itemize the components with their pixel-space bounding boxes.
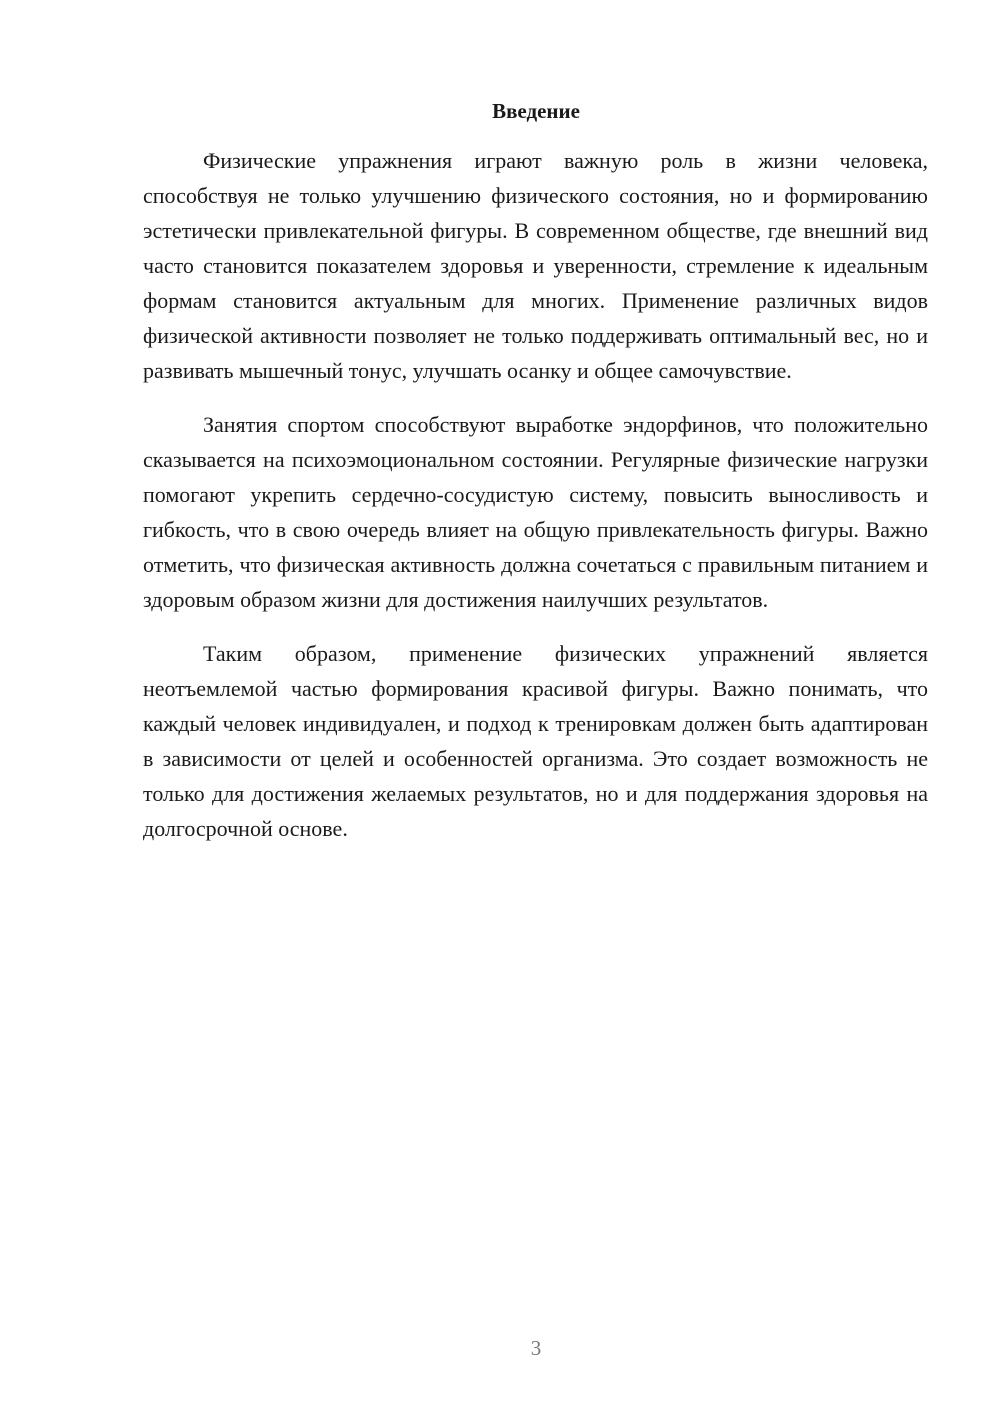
page-number: 3	[530, 1336, 542, 1360]
section-heading: Введение	[492, 99, 580, 123]
paragraph-3: Таким образом, применение физических упражнений является неотъемлемой частью формирования красивой фигуры. Важно понимать, что каждый человек индивидуален, и подход к тренировкам должен быть адаптирован в зависимости от целей и особенностей организма. Это создает возможность не только для достижения желаемых результатов, но и для поддержания здоровья на долгосрочной основе.	[143, 641, 928, 841]
paragraph-1: Физические упражнения играют важную роль в жизни человека, способствуя не только улучшению физического состояния, но и формированию эстетически привлекательной фигуры. В современном обществе, где внешний вид часто становится показателем здоровья и уверенности, стремление к идеальным формам становится актуальным для многих. Применение различных видов физической активности позволяет не только поддерживать оптимальный вес, но и развивать мышечный тонус, улучшать осанку и общее самочувствие.	[143, 148, 928, 383]
body-text	[143, 143, 928, 865]
paragraph-2: Занятия спортом способствуют выработке эндорфинов, что положительно сказывается на психоэмоциональном состоянии. Регулярные физические нагрузки помогают укрепить сердечно-сосудистую систему, повысить выносливость и гибкость, что в свою очередь влияет на общую привлекательность фигуры. Важно отметить, что физическая активность должна сочетаться с правильным питанием и здоровым образом жизни для достижения наилучших результатов.	[143, 412, 928, 612]
